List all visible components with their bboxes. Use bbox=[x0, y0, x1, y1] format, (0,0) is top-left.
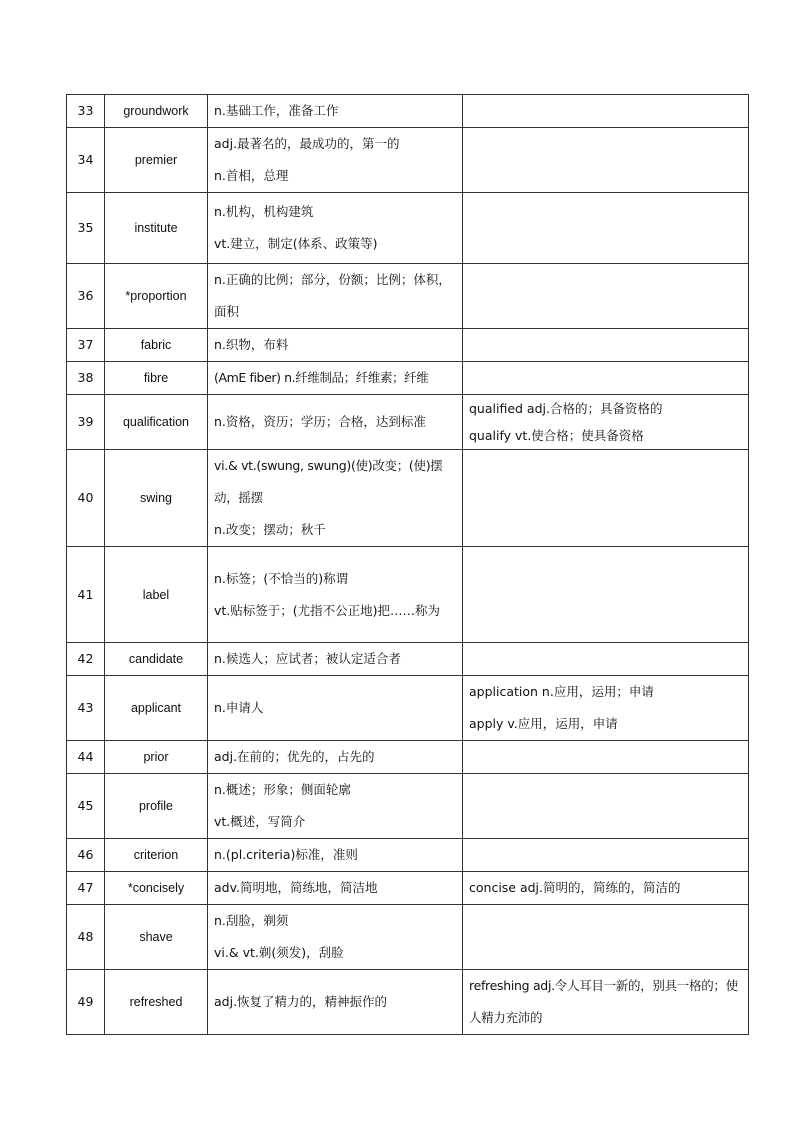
meaning-cell bbox=[208, 329, 463, 362]
row-number: 37 bbox=[67, 329, 105, 362]
meaning-cell bbox=[208, 450, 463, 547]
meaning-line: adj.在前的；优先的，占先的 bbox=[214, 749, 375, 764]
derivatives-cell bbox=[463, 193, 749, 264]
meaning-line: n.(pl.criteria)标准，准则 bbox=[214, 847, 358, 862]
row-number: 33 bbox=[67, 95, 105, 128]
meaning-cell bbox=[208, 872, 463, 905]
meaning-line: n.概述；形象；侧面轮廓 bbox=[214, 782, 351, 797]
row-number: 42 bbox=[67, 643, 105, 676]
meaning-cell bbox=[208, 362, 463, 395]
row-number: 35 bbox=[67, 193, 105, 264]
meaning-line: vt.建立，制定(体系、政策等) bbox=[214, 236, 378, 251]
table-row bbox=[67, 95, 749, 128]
row-number: 49 bbox=[67, 970, 105, 1035]
table-row bbox=[67, 839, 749, 872]
derivatives-cell bbox=[463, 774, 749, 839]
meaning-line: vi.& vt.(swung, swung)(使)改变；(使)摆动，摇摆 bbox=[214, 458, 443, 505]
derivative-line: qualified adj.合格的；具备资格的 bbox=[469, 401, 663, 416]
row-number: 36 bbox=[67, 264, 105, 329]
derivative-line: concise adj.简明的，简练的，简洁的 bbox=[469, 880, 681, 895]
meaning-line: (AmE fiber) n.纤维制品；纤维素；纤维 bbox=[214, 370, 429, 385]
derivative-line: apply v.应用，运用，申请 bbox=[469, 716, 618, 731]
meaning-line: adv.简明地，简练地，简洁地 bbox=[214, 880, 378, 895]
table-row bbox=[67, 547, 749, 643]
word-cell: premier bbox=[105, 128, 208, 193]
table-row bbox=[67, 905, 749, 970]
meaning-line: n.资格，资历；学历；合格，达到标准 bbox=[214, 414, 426, 429]
word-cell: shave bbox=[105, 905, 208, 970]
word-cell: *proportion bbox=[105, 264, 208, 329]
table-row bbox=[67, 676, 749, 741]
meaning-cell bbox=[208, 839, 463, 872]
word-cell: swing bbox=[105, 450, 208, 547]
meaning-cell bbox=[208, 676, 463, 741]
vocabulary-table bbox=[66, 94, 749, 1035]
meaning-cell bbox=[208, 774, 463, 839]
derivatives-cell bbox=[463, 329, 749, 362]
derivatives-cell bbox=[463, 676, 749, 741]
meaning-line: n.改变；摆动；秋千 bbox=[214, 522, 326, 537]
meaning-line: n.正确的比例；部分，份额；比例；体积，面积 bbox=[214, 272, 451, 319]
meaning-line: adj.最著名的，最成功的，第一的 bbox=[214, 136, 400, 151]
table-row bbox=[67, 329, 749, 362]
meaning-line: vt.概述，写简介 bbox=[214, 814, 306, 829]
meaning-line: n.候选人；应试者；被认定适合者 bbox=[214, 651, 401, 666]
meaning-cell bbox=[208, 128, 463, 193]
derivatives-cell bbox=[463, 95, 749, 128]
row-number: 41 bbox=[67, 547, 105, 643]
word-cell: criterion bbox=[105, 839, 208, 872]
meaning-line: n.机构，机构建筑 bbox=[214, 204, 314, 219]
row-number: 47 bbox=[67, 872, 105, 905]
word-cell: candidate bbox=[105, 643, 208, 676]
word-cell: applicant bbox=[105, 676, 208, 741]
meaning-cell bbox=[208, 547, 463, 643]
table-row bbox=[67, 128, 749, 193]
meaning-line: n.刮脸，剃须 bbox=[214, 913, 289, 928]
meaning-line: n.首相，总理 bbox=[214, 168, 289, 183]
row-number: 44 bbox=[67, 741, 105, 774]
meaning-cell bbox=[208, 741, 463, 774]
row-number: 43 bbox=[67, 676, 105, 741]
derivatives-cell bbox=[463, 643, 749, 676]
word-cell: refreshed bbox=[105, 970, 208, 1035]
meaning-cell bbox=[208, 95, 463, 128]
word-cell: prior bbox=[105, 741, 208, 774]
meaning-line: n.基础工作，准备工作 bbox=[214, 103, 339, 118]
derivatives-cell bbox=[463, 395, 749, 450]
meaning-cell bbox=[208, 970, 463, 1035]
row-number: 38 bbox=[67, 362, 105, 395]
meaning-cell bbox=[208, 395, 463, 450]
derivatives-cell bbox=[463, 547, 749, 643]
word-cell: fibre bbox=[105, 362, 208, 395]
meaning-cell bbox=[208, 643, 463, 676]
word-cell: fabric bbox=[105, 329, 208, 362]
word-cell: label bbox=[105, 547, 208, 643]
table-row bbox=[67, 774, 749, 839]
table-row bbox=[67, 872, 749, 905]
derivative-line: qualify vt.使合格；使具备资格 bbox=[469, 428, 644, 443]
meaning-line: n.申请人 bbox=[214, 700, 264, 715]
word-cell: qualification bbox=[105, 395, 208, 450]
meaning-line: n.标签；(不恰当的)称谓 bbox=[214, 570, 349, 586]
derivatives-cell bbox=[463, 264, 749, 329]
derivatives-cell bbox=[463, 362, 749, 395]
meaning-line: vi.& vt.剃(须发)，刮脸 bbox=[214, 945, 344, 960]
derivatives-cell bbox=[463, 839, 749, 872]
table-row bbox=[67, 643, 749, 676]
meaning-line: n.织物，布料 bbox=[214, 337, 289, 352]
table-row bbox=[67, 970, 749, 1035]
row-number: 45 bbox=[67, 774, 105, 839]
derivatives-cell bbox=[463, 905, 749, 970]
row-number: 34 bbox=[67, 128, 105, 193]
row-number: 48 bbox=[67, 905, 105, 970]
meaning-line: adj.恢复了精力的，精神振作的 bbox=[214, 994, 388, 1009]
table-row bbox=[67, 264, 749, 329]
meaning-cell bbox=[208, 264, 463, 329]
table-row bbox=[67, 450, 749, 547]
meaning-line: vt.贴标签于；(尤指不公正地)把……称为 bbox=[214, 602, 441, 618]
derivatives-cell bbox=[463, 450, 749, 547]
row-number: 40 bbox=[67, 450, 105, 547]
table-row bbox=[67, 362, 749, 395]
row-number: 39 bbox=[67, 395, 105, 450]
word-cell: *concisely bbox=[105, 872, 208, 905]
derivatives-cell bbox=[463, 741, 749, 774]
table-row bbox=[67, 395, 749, 450]
derivative-line: refreshing adj.令人耳目一新的，别具一格的；使人精力充沛的 bbox=[469, 978, 738, 1025]
derivatives-cell bbox=[463, 970, 749, 1035]
derivative-line: application n.应用，运用；申请 bbox=[469, 684, 654, 699]
derivatives-cell bbox=[463, 128, 749, 193]
word-cell: groundwork bbox=[105, 95, 208, 128]
table-row bbox=[67, 741, 749, 774]
row-number: 46 bbox=[67, 839, 105, 872]
derivatives-cell bbox=[463, 872, 749, 905]
word-cell: institute bbox=[105, 193, 208, 264]
word-cell: profile bbox=[105, 774, 208, 839]
table-row bbox=[67, 193, 749, 264]
meaning-cell bbox=[208, 193, 463, 264]
meaning-cell bbox=[208, 905, 463, 970]
